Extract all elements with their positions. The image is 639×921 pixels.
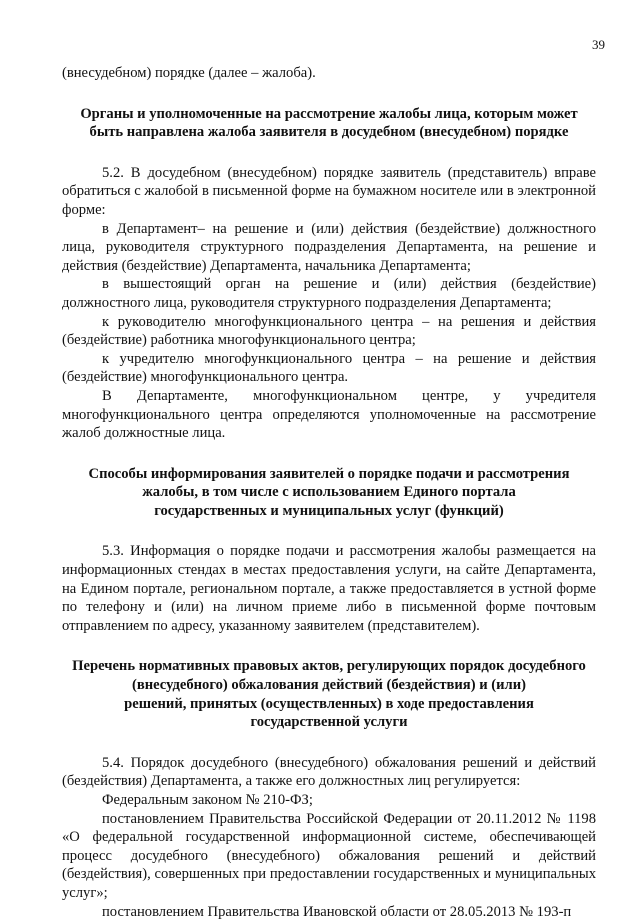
paragraph: в Департамент– на решение и (или) действия (бездействие) должностного лица, руководителя структурного подразделения Департамента, на решение и действия (бездействие) Департамента, начальника Департамента; bbox=[62, 220, 596, 274]
section-heading-legal-acts bbox=[62, 657, 596, 731]
lead-line: (внесудебном) порядке (далее – жалоба). bbox=[62, 65, 316, 81]
section-heading-information-methods bbox=[62, 465, 596, 521]
heading-line: жалобы, в том числе с использованием Единого портала bbox=[142, 484, 516, 501]
paragraph: постановлением Правительства Ивановской области от 28.05.2013 № 193-п bbox=[102, 903, 572, 920]
heading-line: решений, принятых (осуществленных) в ходе предоставления bbox=[124, 695, 534, 712]
section-heading-complaint-bodies bbox=[62, 105, 596, 142]
heading-line: Способы информирования заявителей о порядке подачи и рассмотрения bbox=[88, 465, 570, 482]
paragraph: к учредителю многофункционального центра – на решение и действия (бездействие) многофункционального центра. bbox=[62, 350, 596, 386]
paragraph: Федеральным законом № 210-ФЗ; bbox=[102, 792, 313, 808]
paragraph: В Департаменте, многофункциональном центре, у учредителя многофункционального центра определяются уполномоченные на рассмотрение жалоб должностные лица. bbox=[62, 387, 596, 442]
page-body bbox=[62, 64, 596, 921]
page-number: 39 bbox=[592, 37, 605, 52]
heading-line: Органы и уполномоченные на рассмотрение жалобы лица, которым может bbox=[80, 105, 578, 122]
heading-line: государственной услуги bbox=[250, 714, 408, 731]
heading-line: быть направлена жалоба заявителя в досудебном (внесудебном) порядке bbox=[89, 124, 569, 141]
paragraph: к руководителю многофункционального центра – на решения и действия (бездействие) работника многофункционального центра; bbox=[62, 313, 596, 349]
paragraph: в вышестоящий орган на решение и (или) действия (бездействие) должностного лица, руководителя структурного подразделения Департамента; bbox=[62, 276, 596, 311]
heading-line: Перечень нормативных правовых актов, регулирующих порядок досудебного bbox=[72, 658, 586, 675]
paragraph-5-2: 5.2. В досудебном (внесудебном) порядке заявитель (представитель) вправе обратиться с жалобой в письменной форме на бумажном носителе или в электронной форме: bbox=[62, 164, 596, 218]
paragraph-5-3: 5.3. Информация о порядке подачи и рассмотрения жалобы размещается на информационных стендах в местах предоставления услуги, на сайте Департамента, на Едином портале, региональном портале, а также предоставляется в устной форме по телефону и (или) на личном приеме либо в письменной форме почтовым отправлением по адресу, указанному заявителем (представителем). bbox=[62, 543, 596, 634]
paragraph: постановлением Правительства Российской Федерации от 20.11.2012 № 1198 «О федеральной государственной информационной системе, обеспечивающей процесс досудебного (внесудебного) обжалования решений и действий (бездействия), совершенных при предоставлении государственных и муниципальных услуг»; bbox=[62, 810, 596, 901]
heading-line: (внесудебного) обжалования действий (бездействия) и (или) bbox=[132, 677, 526, 694]
paragraph-5-4: 5.4. Порядок досудебного (внесудебного) обжалования решений и действий (бездействия) Департамента, а также его должностных лиц регулируется: bbox=[62, 754, 596, 790]
heading-line: государственных и муниципальных услуг (функций) bbox=[154, 502, 504, 519]
